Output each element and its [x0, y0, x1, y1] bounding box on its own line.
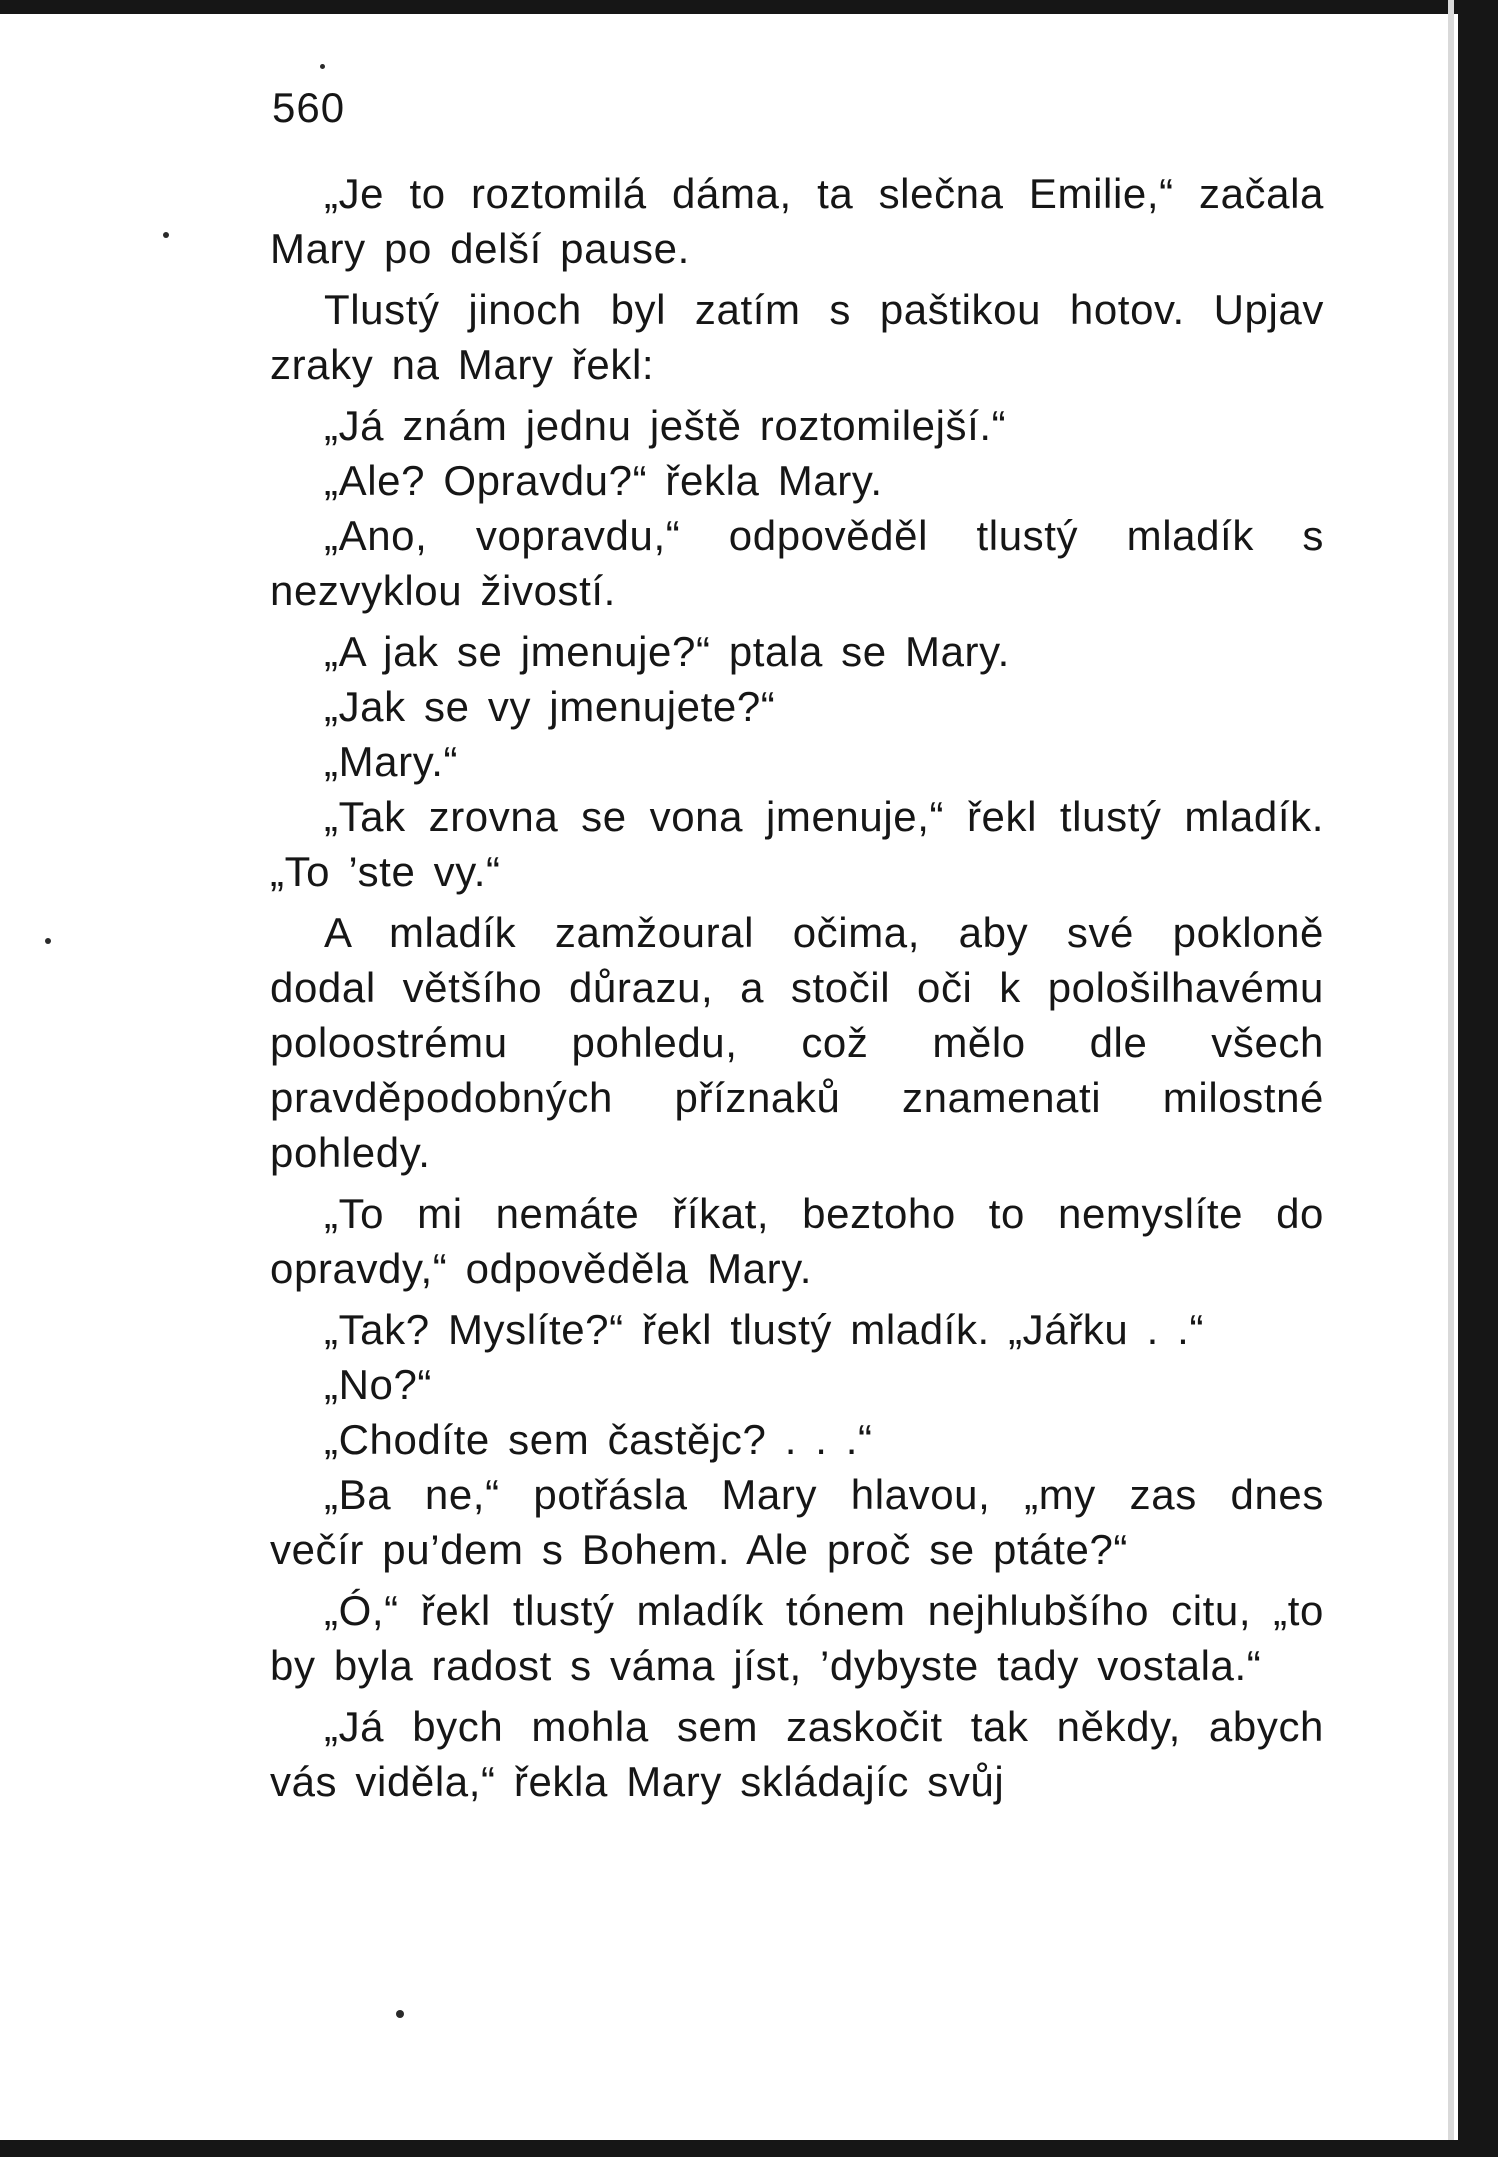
paragraph: „Ale? Opravdu?“ řekla Mary. — [324, 457, 883, 504]
scan-speck — [320, 64, 325, 69]
paragraph: „Mary.“ — [324, 738, 459, 785]
paragraph: „Tak? Myslíte?“ řekl tlustý mladík. „Jářku . .“ — [324, 1306, 1205, 1353]
paragraph: „Ano, vopravdu,“ odpověděl tlustý mladík s nezvyklou živostí. — [270, 512, 1324, 614]
paragraph: „Ó,“ řekl tlustý mladík tónem nejhlubšího citu, „to by byla radost s váma jíst, ’dybyste tady vostala.“ — [270, 1587, 1324, 1689]
paragraph: „A jak se jmenuje?“ ptala se Mary. — [324, 628, 1010, 675]
paragraph: „Tak zrovna se vona jmenuje,“ řekl tlustý mladík. „To ’ste vy.“ — [270, 793, 1324, 895]
paragraph: Tlustý jinoch byl zatím s paštikou hotov. Upjav zraky na Mary řekl: — [270, 286, 1324, 388]
scan-speck — [396, 2010, 404, 2018]
scan-border-bottom — [0, 2140, 1498, 2157]
paragraph: „Je to roztomilá dáma, ta slečna Emilie,“ začala Mary po delší pause. — [270, 170, 1324, 272]
scan-page-edge — [1448, 0, 1454, 2157]
paragraph: „No?“ — [324, 1361, 433, 1408]
page-number: 560 — [272, 84, 346, 131]
paragraph: „Já znám jednu ještě roztomilejší.“ — [324, 402, 1007, 449]
paragraph: „Jak se vy jmenujete?“ — [324, 683, 776, 730]
scan-speck — [45, 938, 51, 944]
scan-speck — [163, 232, 169, 238]
paragraph: „Ba ne,“ potřásla Mary hlavou, „my zas dnes večír pu’dem s Bohem. Ale proč se ptáte?“ — [270, 1471, 1324, 1573]
paragraph: „To mi nemáte říkat, beztoho to nemyslíte do opravdy,“ odpověděla Mary. — [270, 1190, 1324, 1292]
paragraph: „Já bych mohla sem zaskočit tak někdy, abych vás viděla,“ řekla Mary skládajíc svůj — [270, 1703, 1324, 1805]
paragraph: „Chodíte sem častějc? . . .“ — [324, 1416, 873, 1463]
scan-border-right — [1458, 0, 1498, 2157]
paragraph: A mladík zamžoural očima, aby své pokloně dodal většího důrazu, a stočil oči k pološilhavému poloostrému pohledu, což mělo dle všech pravděpodobných příznaků znamenati milostné pohledy. — [270, 909, 1324, 1176]
body-text — [270, 166, 1324, 1809]
scan-border-top — [0, 0, 1498, 14]
